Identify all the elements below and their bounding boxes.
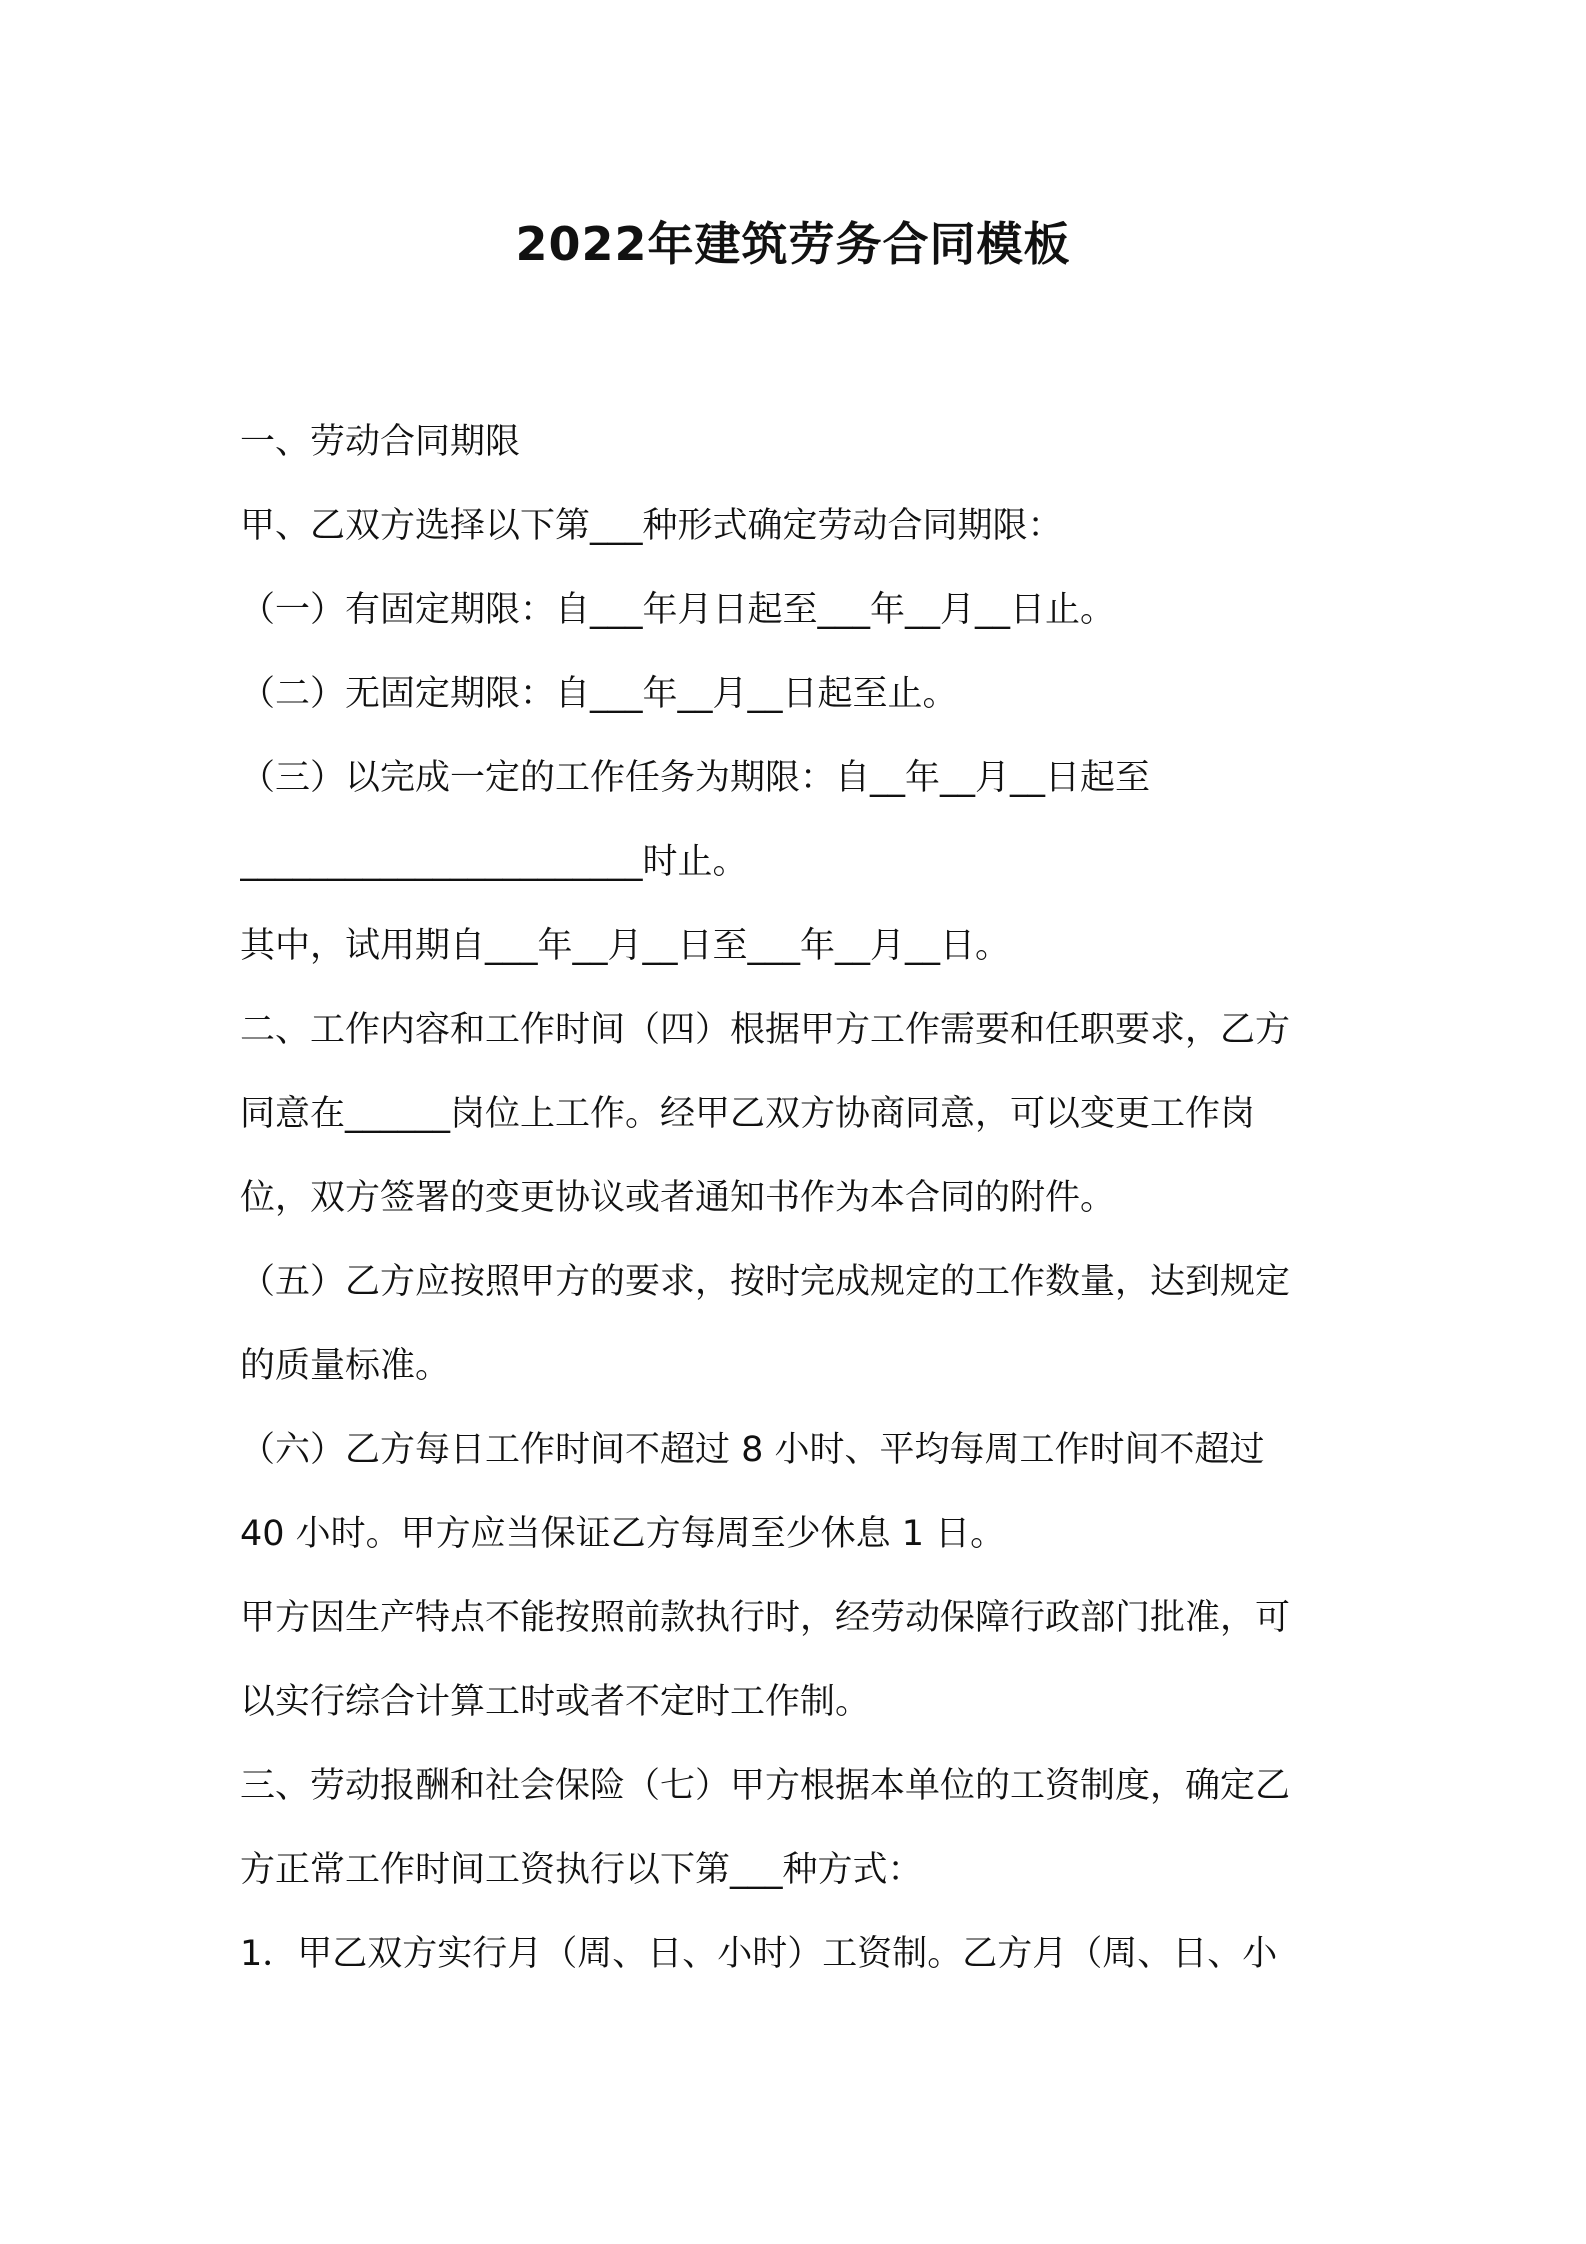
paragraph-line: 甲方因生产特点不能按照前款执行时，经劳动保障行政部门批准，可	[240, 1598, 1291, 1638]
paragraph-line: 甲、乙双方选择以下第___种形式确定劳动合同期限：	[240, 506, 1063, 546]
document-title: 2022年建筑劳务合同模板	[515, 217, 1071, 271]
paragraph-line: （五）乙方应按照甲方的要求，按时完成规定的工作数量，达到规定	[240, 1262, 1291, 1302]
paragraph-line: （三）以完成一定的工作任务为期限：自__年__月__日起至	[240, 758, 1151, 798]
paragraph-line: _______________________时止。	[240, 842, 748, 882]
paragraph-line: （六）乙方每日工作时间不超过 8 小时、平均每周工作时间不超过	[240, 1430, 1265, 1470]
paragraph-line: （一）有固定期限：自___年月日起至___年__月__日止。	[240, 590, 1116, 630]
paragraph-line: 同意在______岗位上工作。经甲乙双方协商同意，可以变更工作岗	[240, 1094, 1256, 1134]
paragraph-line: 40 小时。甲方应当保证乙方每周至少休息 1 日。	[240, 1514, 1006, 1554]
paragraph-line: 其中，试用期自___年__月__日至___年__月__日。	[240, 926, 1011, 966]
paragraph-line: 1．甲乙双方实行月（周、日、小时）工资制。乙方月（周、日、小	[240, 1934, 1278, 1974]
section-heading-1: 一、劳动合同期限	[240, 422, 521, 462]
document-body	[240, 400, 1360, 1996]
section-heading-3: 三、劳动报酬和社会保险（七）甲方根据本单位的工资制度，确定乙	[240, 1766, 1291, 1806]
paragraph-line: 方正常工作时间工资执行以下第___种方式：	[240, 1850, 923, 1890]
paragraph-line: 以实行综合计算工时或者不定时工作制。	[240, 1682, 871, 1722]
section-heading-2: 二、工作内容和工作时间（四）根据甲方工作需要和任职要求，乙方	[240, 1010, 1291, 1050]
paragraph-line: 位，双方签署的变更协议或者通知书作为本合同的附件。	[240, 1178, 1116, 1218]
paragraph-line: 的质量标准。	[240, 1346, 451, 1386]
paragraph-line: （二）无固定期限：自___年__月__日起至止。	[240, 674, 958, 714]
